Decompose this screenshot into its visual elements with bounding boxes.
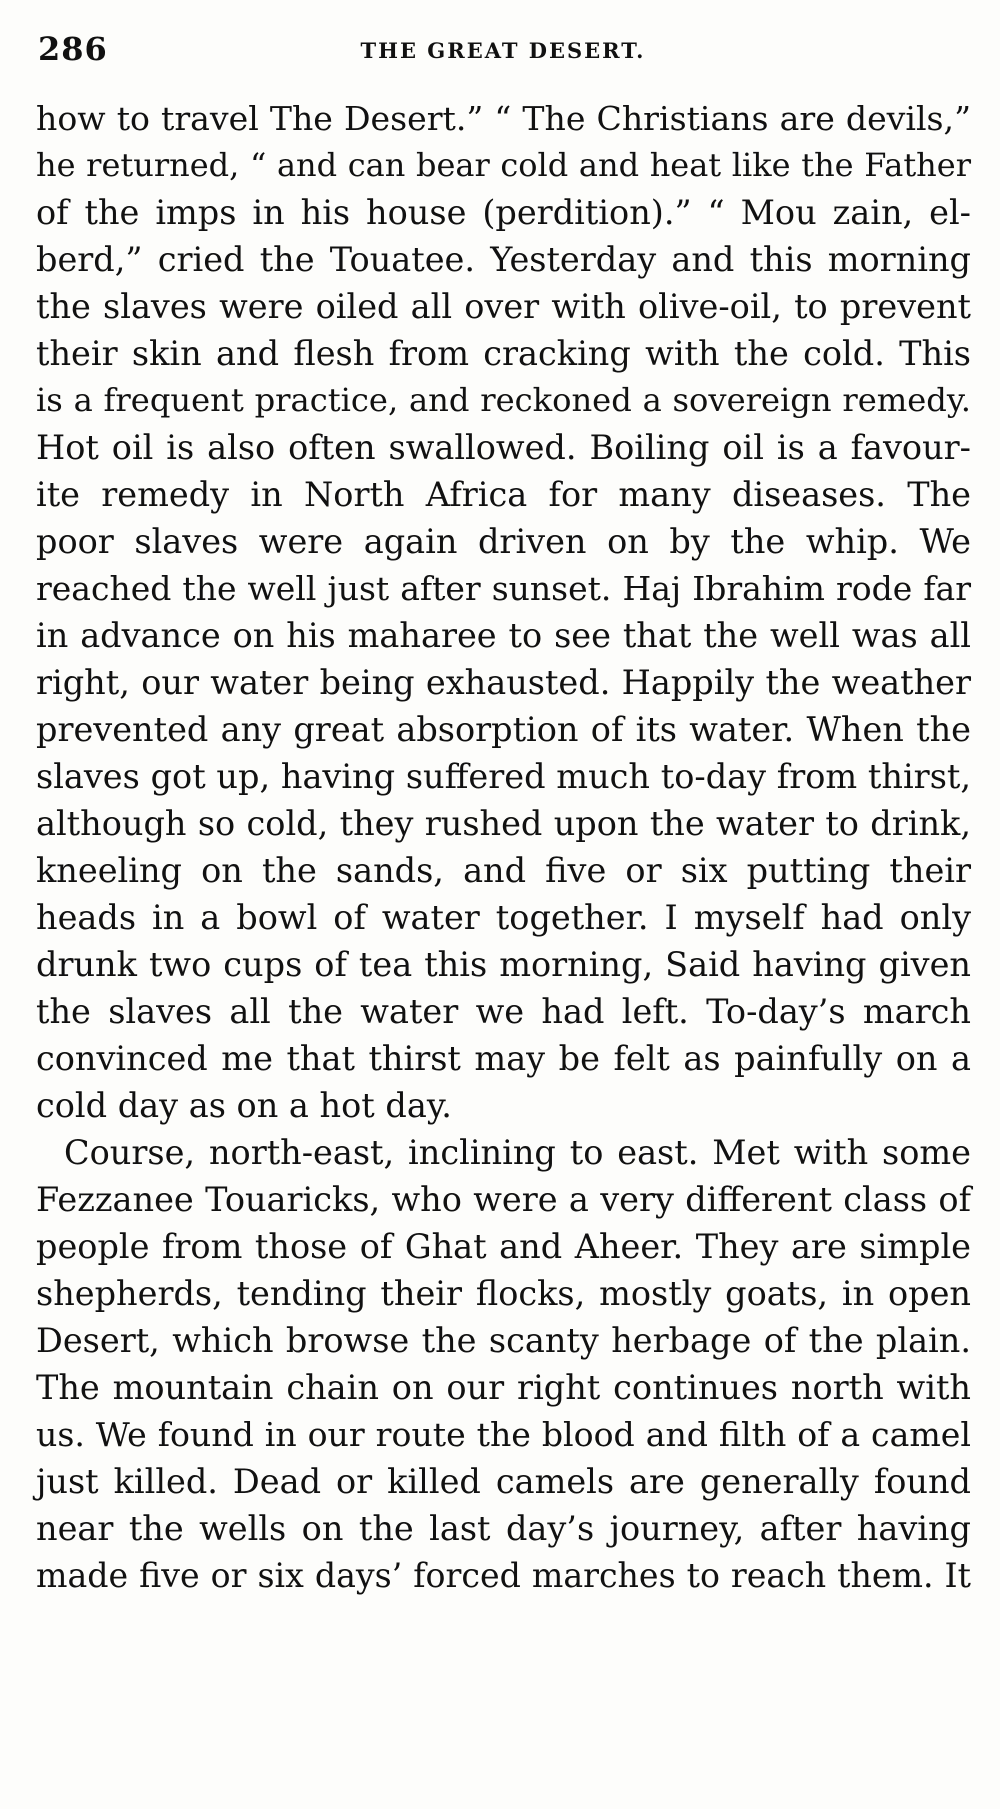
text-line: right, our water being exhausted. Happily the weather (36, 663, 971, 702)
text-line: made five or six days’ forced marches to reach them. It (36, 1556, 971, 1595)
text-line: the slaves were oiled all over with olive-oil, to prevent (36, 287, 971, 326)
page-number: 286 (38, 30, 108, 68)
text-line: although so cold, they rushed upon the water to drink, (36, 804, 971, 843)
body-text (36, 95, 971, 1599)
text-line: near the wells on the last day’s journey, after having (36, 1509, 971, 1548)
text-line: cold day as on a hot day. (36, 1086, 452, 1125)
paragraph-2 (36, 1129, 971, 1599)
text-line: Hot oil is also often swallowed. Boiling oil is a favour- (36, 428, 971, 467)
text-line: Desert, which browse the scanty herbage of the plain. (36, 1321, 971, 1360)
text-line: how to travel The Desert.” “ The Christians are devils,” (36, 99, 971, 138)
text-line: prevented any great absorption of its water. When the (36, 710, 971, 749)
text-line: he returned, “ and can bear cold and heat like the Father (36, 146, 971, 184)
text-line: Fezzanee Touaricks, who were a very different class of (36, 1180, 971, 1219)
text-line: drunk two cups of tea this morning, Said having given (36, 945, 971, 984)
paragraph-1 (36, 95, 971, 1129)
text-line: is a frequent practice, and reckoned a sovereign remedy. (36, 381, 971, 419)
text-line: shepherds, tending their flocks, mostly goats, in open (36, 1274, 971, 1313)
text-line: in advance on his maharee to see that the well was all (36, 616, 971, 655)
text-line: people from those of Ghat and Aheer. They are simple (36, 1227, 971, 1266)
text-line: reached the well just after sunset. Haj Ibrahim rode far (36, 569, 971, 608)
text-line: The mountain chain on our right continues north with (36, 1368, 971, 1407)
text-line: the slaves all the water we had left. To-day’s march (36, 992, 971, 1031)
text-line: Course, north-east, inclining to east. Met with some (64, 1133, 971, 1172)
page-header (38, 30, 968, 74)
text-line: slaves got up, having suffered much to-day from thirst, (36, 757, 971, 796)
text-line: us. We found in our route the blood and filth of a camel (36, 1415, 971, 1454)
running-head: THE GREAT DESERT. (360, 38, 646, 63)
text-line: just killed. Dead or killed camels are generally found (36, 1462, 971, 1501)
text-line: convinced me that thirst may be felt as painfully on a (36, 1039, 971, 1078)
text-line: poor slaves were again driven on by the whip. We (36, 522, 971, 561)
text-line: ite remedy in North Africa for many diseases. The (36, 475, 971, 514)
text-line: of the imps in his house (perdition).” “ Mou zain, el- (36, 193, 971, 232)
text-line: heads in a bowl of water together. I myself had only (36, 898, 971, 937)
text-line: their skin and flesh from cracking with the cold. This (36, 334, 971, 373)
text-line: kneeling on the sands, and five or six putting their (36, 851, 971, 890)
text-line: berd,” cried the Touatee. Yesterday and this morning (36, 240, 971, 279)
